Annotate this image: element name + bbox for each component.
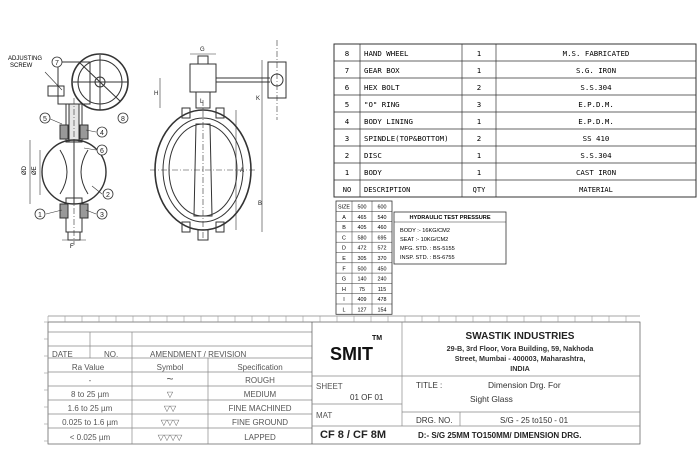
callout-2: 2 [106, 192, 110, 199]
parts-row-2-desc: DISC [364, 151, 382, 160]
surface-finish-table [62, 372, 292, 442]
callout-4: 4 [100, 130, 104, 137]
title-value-1: Dimension Drg. For [488, 380, 561, 390]
symbol-header: Symbol [156, 363, 184, 372]
finish-spec-1: MEDIUM [243, 390, 277, 399]
dim-k-label: K [256, 96, 261, 102]
parts-row-7-material: S.G. IRON [575, 66, 617, 75]
drawing-description: D:- S/G 25MM TO150MM/ DIMENSION DRG. [418, 431, 582, 440]
dim-g-label: G [200, 47, 205, 53]
parts-row-2-qty: 1 [476, 151, 482, 160]
finish-ra-2: 1.6 to 25 µm [67, 404, 113, 413]
parts-row-3-material: SS 410 [582, 134, 610, 143]
parts-row-8-desc: HAND WHEEL [364, 49, 409, 58]
parts-row-6-material: S.S.304 [580, 83, 612, 92]
dim-a-label: A [240, 168, 245, 174]
address-line-1: 29-B, 3rd Floor, Vora Building, 59, Nakhoda [446, 344, 594, 353]
finish-symbol-1: ▽ [166, 390, 174, 399]
parts-row-5-desc: "O" RING [364, 100, 400, 109]
smit-logo: SMIT [330, 344, 373, 364]
size-cell-7-2: 240 [377, 276, 387, 283]
size-cell-5-2: 370 [377, 256, 387, 262]
size-cell-7-0: G [341, 276, 347, 283]
size-cell-4-2: 572 [377, 245, 387, 252]
finish-symbol-3: ▽▽▽ [160, 418, 180, 427]
finish-ra-4: < 0.025 µm [69, 433, 111, 442]
hydraulic-body: BODY :- 16KG/CM2 [400, 228, 450, 234]
size-cell-0-2: 600 [377, 204, 387, 211]
parts-row-1-qty: 1 [476, 168, 482, 177]
parts-row-6-qty: 2 [476, 83, 482, 92]
hydraulic-test-box [394, 212, 506, 264]
mat-label: MAT [316, 411, 333, 420]
callout-3: 3 [100, 212, 104, 219]
parts-row-7-no: 7 [344, 66, 350, 75]
dim-d-label: ØD [22, 166, 28, 175]
size-cell-9-2: 478 [377, 297, 387, 304]
size-cell-6-1: 500 [357, 266, 367, 273]
trademark-mark: TM [372, 335, 383, 342]
parts-row-4-desc: BODY LINING [364, 117, 413, 126]
callout-5: 5 [43, 116, 47, 123]
size-cell-8-2: 115 [377, 286, 387, 293]
finish-spec-2: FINE MACHINED [228, 404, 292, 413]
parts-row-2-material: S.S.304 [580, 151, 612, 160]
size-cell-3-2: 695 [377, 235, 387, 242]
size-cell-10-0: L [342, 307, 346, 314]
finish-spec-3: FINE GROUND [232, 418, 288, 427]
parts-row-5-qty: 3 [476, 100, 482, 109]
address-line-2: Street, Mumbai - 400003, Maharashtra, [454, 354, 586, 363]
size-cell-10-2: 154 [377, 307, 387, 314]
company-name: SWASTIK INDUSTRIES [465, 331, 575, 342]
parts-row-3-desc: SPINDLE(TOP&BOTTOM) [364, 134, 449, 143]
mat-value: CF 8 / CF 8M [320, 429, 387, 441]
size-cell-1-1: 465 [357, 214, 367, 221]
parts-row-1-no: 1 [344, 168, 350, 177]
parts-row-3-no: 3 [344, 134, 350, 143]
parts-row-4-material: E.P.D.M. [578, 117, 614, 126]
size-cell-8-0: H [342, 286, 346, 293]
size-cell-5-1: 305 [357, 256, 367, 262]
parts-row-7-desc: GEAR BOX [364, 66, 400, 75]
dim-l-label: L [200, 99, 204, 105]
parts-row-1-desc: BODY [364, 168, 382, 177]
specification-header: Specification [237, 363, 283, 372]
amendment-label: AMENDMENT / REVISION [150, 350, 247, 359]
hydraulic-title: HYDRAULIC TEST PRESSURE [409, 215, 491, 221]
front-view [150, 40, 286, 240]
size-cell-1-2: 540 [377, 214, 387, 221]
title-label: TITLE : [416, 381, 443, 390]
ra-value-header: Ra Value [71, 363, 105, 372]
parts-row-4-qty: 1 [476, 117, 482, 126]
sheet-value: 01 OF 01 [350, 393, 384, 402]
size-cell-9-0: I [343, 297, 345, 304]
parts-row-1-material: CAST IRON [575, 168, 617, 177]
hydraulic-mfg-std: MFG. STD. : BS-5155 [400, 246, 455, 252]
finish-symbol-0: ~ [166, 372, 174, 386]
parts-row-5-material: E.P.D.M. [578, 100, 614, 109]
size-cell-3-1: 580 [357, 235, 367, 242]
adjusting-screw-label: ADJUSTING SCREW [8, 56, 43, 69]
parts-row-8-material: M.S. FABRICATED [562, 49, 630, 58]
finish-ra-1: 8 to 25 µm [71, 390, 109, 399]
callout-1: 1 [38, 212, 42, 219]
callout-7: 7 [55, 60, 59, 67]
size-cell-6-0: F [342, 266, 346, 273]
size-cell-3-0: C [342, 235, 346, 242]
parts-row-4-no: 4 [344, 117, 350, 126]
size-cell-2-2: 460 [377, 225, 387, 232]
parts-table-header-material: MATERIAL [579, 186, 613, 194]
parts-row-7-qty: 1 [476, 66, 482, 75]
size-cell-2-1: 405 [357, 225, 367, 232]
date-label: DATE [52, 350, 73, 359]
drg-no-value: S/G - 25 to150 - 01 [500, 416, 569, 425]
hydraulic-seat: SEAT :- 10KG/CM2 [400, 237, 449, 243]
parts-table-header-desc: DESCRIPTION [364, 186, 411, 194]
size-cell-1-0: A [342, 214, 346, 221]
callout-8: 8 [121, 116, 125, 123]
size-cell-0-1: 500 [357, 204, 367, 211]
parts-row-8-no: 8 [344, 49, 350, 58]
parts-row-6-desc: HEX BOLT [364, 83, 400, 92]
address-line-3: INDIA [510, 364, 530, 373]
size-cell-7-1: 140 [357, 276, 367, 283]
size-cell-5-0: E [342, 256, 346, 262]
dim-f-label: F [70, 244, 74, 250]
finish-spec-0: ROUGH [245, 376, 275, 385]
size-cell-0-0: SIZE [338, 204, 350, 211]
size-cell-6-2: 450 [377, 266, 387, 273]
size-cell-9-1: 409 [357, 297, 367, 304]
parts-row-2-no: 2 [344, 151, 350, 160]
finish-ra-0: - [88, 376, 92, 385]
dim-e-label: ØE [32, 166, 38, 175]
title-value-2: Sight Glass [470, 394, 513, 404]
parts-table [334, 44, 696, 197]
dim-b-label: B [258, 201, 263, 207]
parts-table-header-no: NO [342, 186, 352, 194]
parts-table-header-qty: QTY [472, 186, 486, 194]
hydraulic-insp-std: INSP. STD. : BS-6755 [400, 255, 455, 261]
no-label: NO. [104, 350, 119, 359]
size-table [336, 201, 392, 314]
finish-ra-3: 0.025 to 1.6 µm [62, 418, 118, 427]
size-cell-10-1: 127 [357, 307, 367, 314]
callout-6: 6 [100, 148, 104, 155]
finish-symbol-2: ▽▽ [163, 404, 177, 413]
parts-row-5-no: 5 [344, 100, 350, 109]
drg-no-label: DRG. NO. [416, 416, 453, 425]
size-cell-4-0: D [342, 245, 346, 252]
size-cell-4-1: 472 [357, 245, 367, 252]
parts-row-8-qty: 1 [476, 49, 482, 58]
dim-h-label: H [154, 91, 159, 97]
finish-symbol-4: ▽▽▽▽ [157, 433, 183, 442]
size-cell-8-1: 75 [359, 286, 365, 293]
size-cell-2-0: B [342, 225, 346, 232]
parts-row-3-qty: 2 [476, 134, 482, 143]
finish-spec-4: LAPPED [244, 433, 276, 442]
sheet-label: SHEET [316, 382, 343, 391]
parts-row-6-no: 6 [344, 83, 350, 92]
